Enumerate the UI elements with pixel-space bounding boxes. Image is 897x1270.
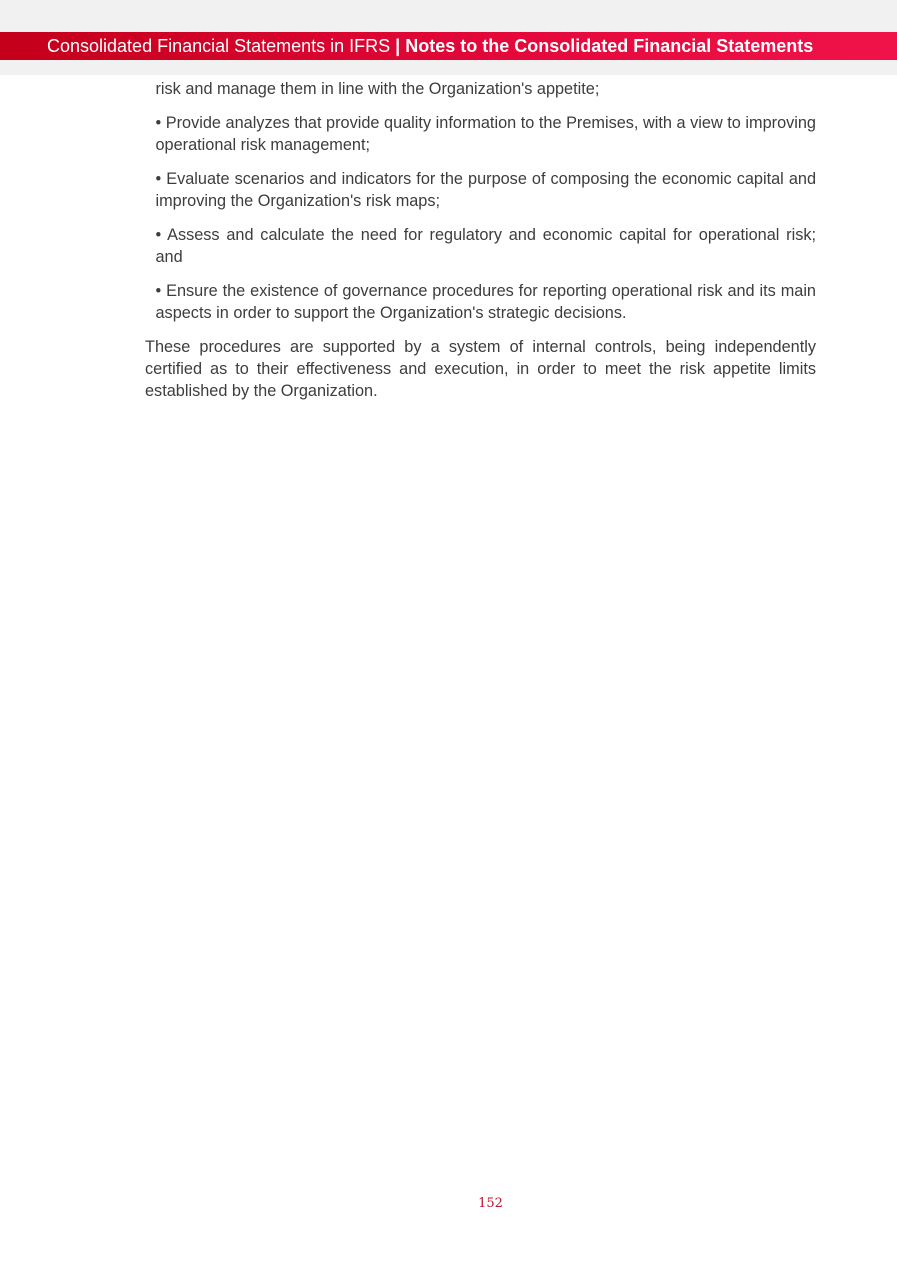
- continued-bullet-text: risk and manage them in line with the Organization's appetite;: [155, 80, 600, 98]
- page-number: 152: [478, 1196, 503, 1211]
- running-header: [0, 32, 897, 60]
- page-body: [145, 78, 816, 402]
- bullet-item: • Evaluate scenarios and indicators for the purpose of composing the economic capital and improving the Organization's risk maps;: [155, 170, 816, 210]
- bullet-item: • Assess and calculate the need for regulatory and economic capital for operational risk; and: [155, 226, 816, 266]
- bullet-item: • Provide analyzes that provide quality information to the Premises, with a view to improving operational risk management;: [155, 114, 816, 154]
- header-chapter-title: Notes to the Consolidated Financial Statements: [405, 36, 814, 56]
- header-section-title: Consolidated Financial Statements in IFRS: [47, 36, 391, 56]
- running-header-text: [47, 32, 813, 60]
- header-separator: |: [395, 36, 401, 56]
- closing-paragraph: These procedures are supported by a system of internal controls, being independently certified as to their effectiveness and execution, in order to meet the risk appetite limits established by the Organization.: [145, 338, 816, 400]
- header-underlay-strip: [0, 60, 897, 75]
- bullet-item: • Ensure the existence of governance procedures for reporting operational risk and its main aspects in order to support the Organization's strategic decisions.: [155, 282, 816, 322]
- top-margin-strip: [0, 0, 897, 32]
